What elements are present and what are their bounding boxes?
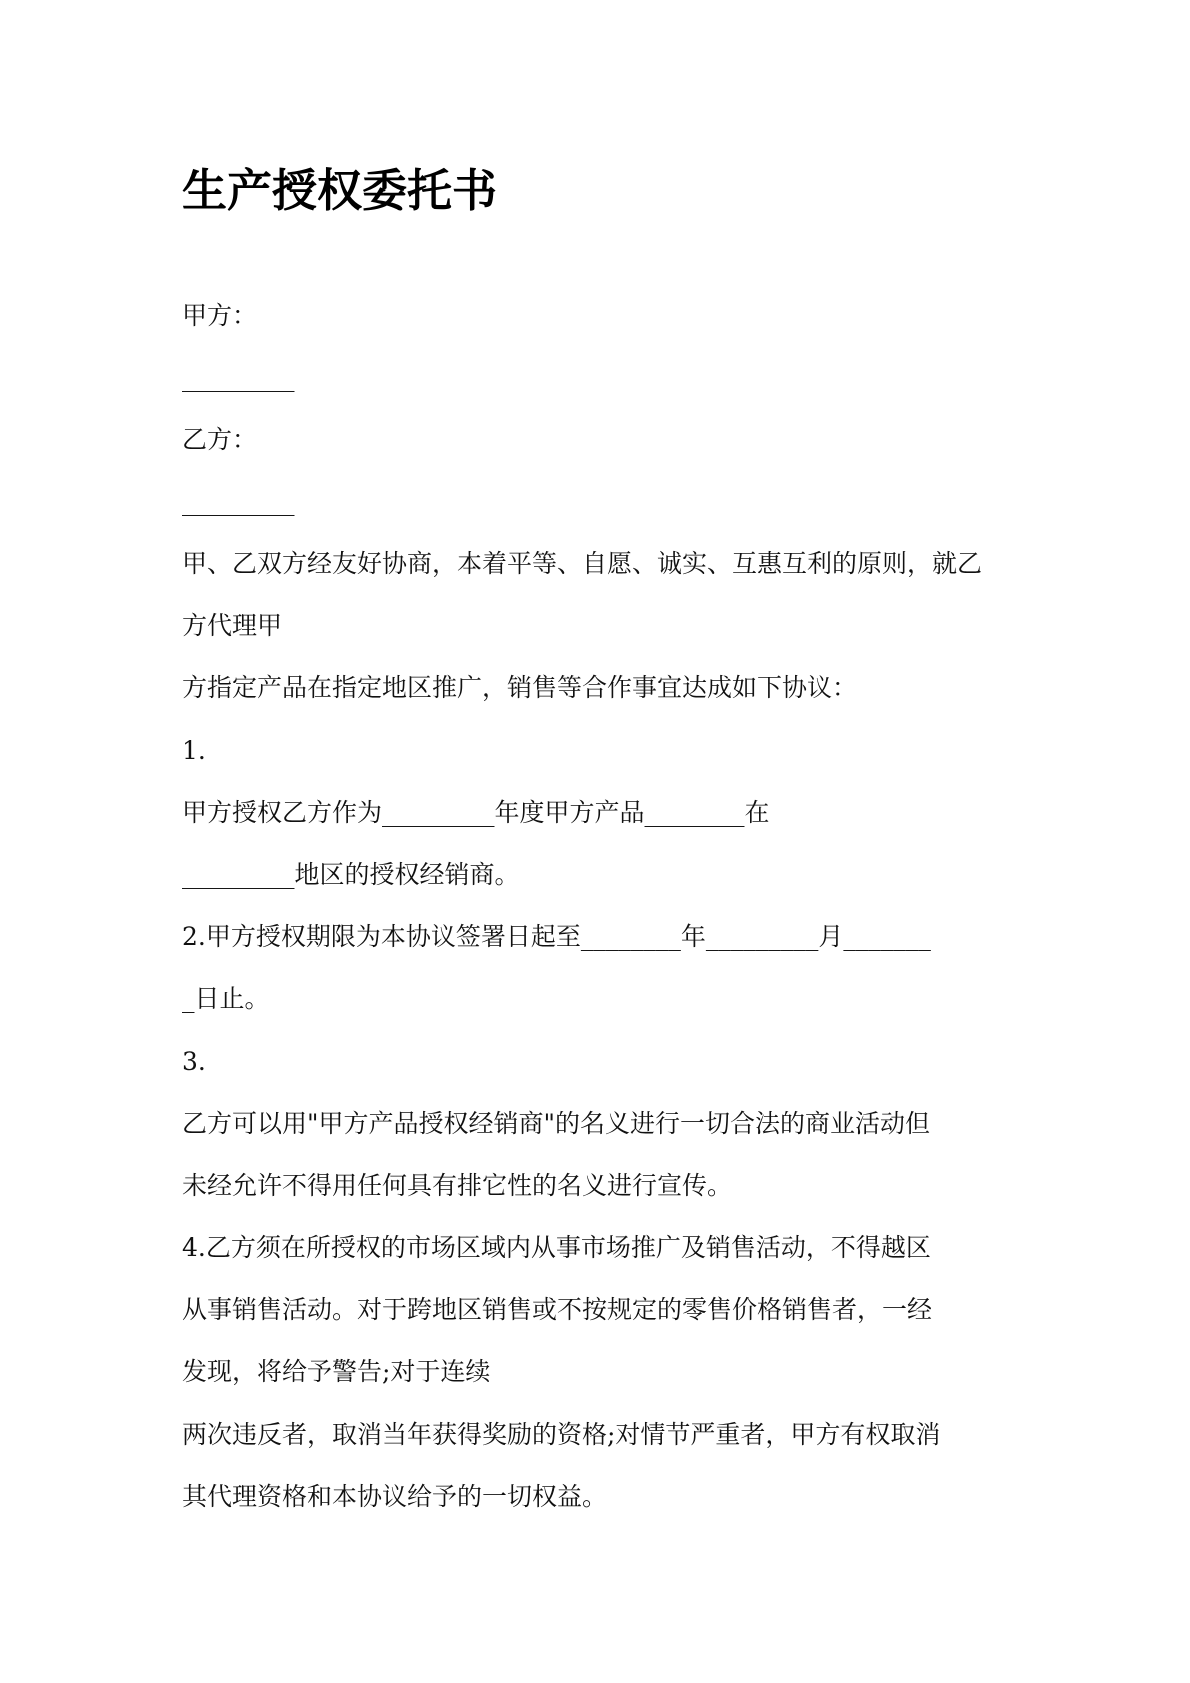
clause-4-line-1: 4.乙方须在所授权的市场区域内从事市场推广及销售活动，不得越区: [182, 1233, 931, 1262]
party-b-label: 乙方：: [182, 425, 258, 454]
clause-4-line-5: 其代理资格和本协议给予的一切权益。: [182, 1482, 608, 1511]
clause-2-line-1: 2.甲方授权期限为本协议签署日起至________年_________月_______: [182, 922, 931, 951]
document-title: 生产授权委托书: [182, 164, 498, 217]
preamble-line-3: 方指定产品在指定地区推广，销售等合作事宜达成如下协议：: [182, 673, 858, 702]
preamble-line-1: 甲、乙双方经友好协商，本着平等、自愿、诚实、互惠互利的原则，就乙: [182, 549, 983, 578]
clause-4-line-4: 两次违反者，取消当年获得奖励的资格;对情节严重者，甲方有权取消: [182, 1420, 941, 1449]
clause-1-line-1: 甲方授权乙方作为_________年度甲方产品________在: [182, 798, 770, 827]
clause-3-line-2: 未经允许不得用任何具有排它性的名义进行宣传。: [182, 1171, 733, 1200]
clause-1-number: 1.: [182, 736, 206, 765]
party-b-blank: _________: [182, 487, 295, 516]
preamble-line-2: 方代理甲: [182, 611, 283, 640]
clause-2-line-2: _日止。: [182, 984, 270, 1013]
clause-1-line-2: _________地区的授权经销商。: [182, 860, 520, 889]
clause-4-line-2: 从事销售活动。对于跨地区销售或不按规定的零售价格销售者，一经: [182, 1295, 933, 1324]
party-a-blank: _________: [182, 363, 295, 392]
clause-3-number: 3.: [182, 1047, 206, 1076]
party-a-label: 甲方：: [182, 301, 258, 330]
clause-3-line-1: 乙方可以用"甲方产品授权经销商"的名义进行一切合法的商业活动但: [182, 1109, 931, 1138]
clause-4-line-3: 发现，将给予警告;对于连续: [182, 1357, 491, 1386]
